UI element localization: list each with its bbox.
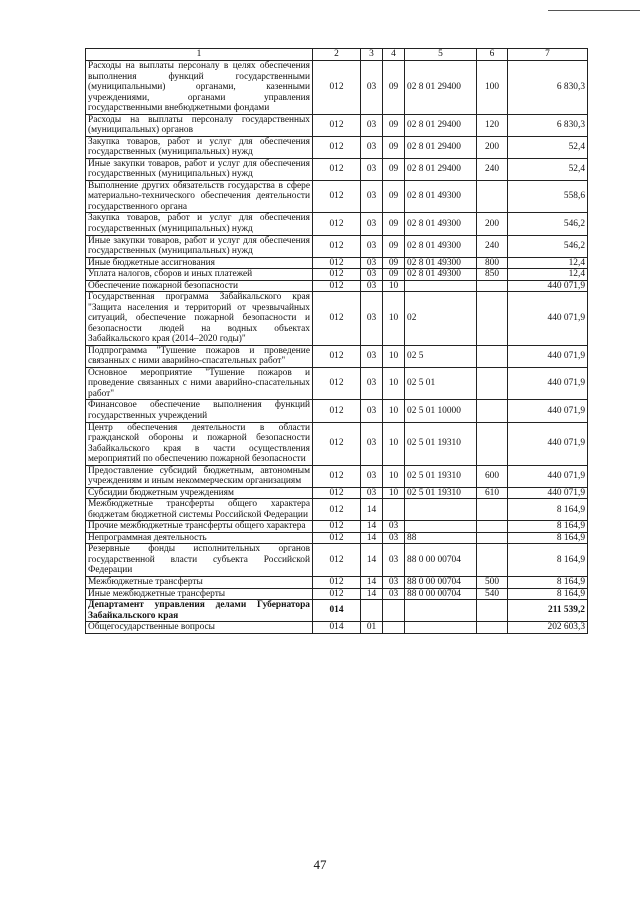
code-expense-type: 100: [477, 61, 508, 115]
item-name: Финансовое обеспечение выполнения функций государственных учреждений: [86, 400, 313, 422]
code-section: 03: [361, 158, 383, 180]
amount: 8 164,9: [508, 576, 588, 588]
code-target: 88 0 00 00704: [405, 576, 477, 588]
table-row: [86, 600, 588, 622]
table-row: [86, 345, 588, 367]
code-expense-type: [477, 180, 508, 213]
item-name: Иные межбюджетные трансферты: [86, 588, 313, 600]
code-subsection: 03: [383, 576, 405, 588]
code-ministry: 012: [313, 422, 361, 465]
code-expense-type: [477, 499, 508, 521]
table-row: [86, 136, 588, 158]
header-cell: 3: [361, 49, 383, 61]
code-target: 02 5 01 19310: [405, 465, 477, 487]
amount: 52,4: [508, 136, 588, 158]
code-ministry: 012: [313, 544, 361, 577]
amount: 52,4: [508, 158, 588, 180]
code-section: 03: [361, 345, 383, 367]
item-name: Иные закупки товаров, работ и услуг для обеспечения государственных (муниципальных) нужд: [86, 158, 313, 180]
code-expense-type: 240: [477, 158, 508, 180]
item-name: Субсидии бюджетным учреждениям: [86, 487, 313, 499]
code-subsection: 10: [383, 292, 405, 346]
code-target: 02 8 01 29400: [405, 114, 477, 136]
code-subsection: 10: [383, 400, 405, 422]
item-name: Иные бюджетные ассигнования: [86, 257, 313, 269]
table-row: [86, 487, 588, 499]
code-section: 03: [361, 213, 383, 235]
code-expense-type: 240: [477, 235, 508, 257]
item-name: Обеспечение пожарной безопасности: [86, 280, 313, 292]
code-expense-type: [477, 345, 508, 367]
table-row: [86, 532, 588, 544]
code-expense-type: 200: [477, 136, 508, 158]
code-ministry: 012: [313, 400, 361, 422]
code-ministry: 012: [313, 136, 361, 158]
table-row: [86, 269, 588, 281]
amount: 6 830,3: [508, 114, 588, 136]
table-row: [86, 422, 588, 465]
amount: 12,4: [508, 269, 588, 281]
item-name: Департамент управления делами Губернатора Забайкальского края: [86, 600, 313, 622]
item-name: Непрограммная деятельность: [86, 532, 313, 544]
code-ministry: 012: [313, 292, 361, 346]
table-row: [86, 114, 588, 136]
amount: 558,6: [508, 180, 588, 213]
code-target: 88: [405, 532, 477, 544]
code-ministry: 012: [313, 280, 361, 292]
code-subsection: 03: [383, 532, 405, 544]
item-name: Закупка товаров, работ и услуг для обеспечения государственных (муниципальных) нужд: [86, 213, 313, 235]
code-target: 02 8 01 29400: [405, 158, 477, 180]
code-ministry: 012: [313, 367, 361, 400]
code-section: 03: [361, 269, 383, 281]
code-section: 03: [361, 367, 383, 400]
code-target: [405, 499, 477, 521]
table-row: [86, 544, 588, 577]
code-expense-type: 800: [477, 257, 508, 269]
code-expense-type: [477, 280, 508, 292]
code-section: 03: [361, 292, 383, 346]
amount: 8 164,9: [508, 532, 588, 544]
code-target: [405, 280, 477, 292]
code-target: [405, 600, 477, 622]
code-section: 14: [361, 532, 383, 544]
code-section: 14: [361, 588, 383, 600]
code-ministry: 012: [313, 345, 361, 367]
code-section: 14: [361, 521, 383, 533]
code-ministry: 012: [313, 588, 361, 600]
amount: 12,4: [508, 257, 588, 269]
header-cell: 4: [383, 49, 405, 61]
amount: 440 071,9: [508, 487, 588, 499]
code-subsection: 09: [383, 257, 405, 269]
item-name: Центр обеспечения деятельности в области гражданской обороны и пожарной безопасности Забайкальского края в части осуществления мероприятий по обеспечению пожарной безопасности: [86, 422, 313, 465]
code-expense-type: [477, 422, 508, 465]
table-row: [86, 576, 588, 588]
amount: 440 071,9: [508, 465, 588, 487]
code-ministry: 012: [313, 257, 361, 269]
code-ministry: 012: [313, 61, 361, 115]
code-subsection: 10: [383, 367, 405, 400]
code-target: 02 5 01 10000: [405, 400, 477, 422]
code-subsection: 10: [383, 280, 405, 292]
code-target: 02 8 01 49300: [405, 257, 477, 269]
code-section: 03: [361, 400, 383, 422]
table-row: [86, 61, 588, 115]
code-ministry: 012: [313, 213, 361, 235]
amount: 6 830,3: [508, 61, 588, 115]
table-row: [86, 400, 588, 422]
table-row: [86, 213, 588, 235]
code-subsection: 09: [383, 213, 405, 235]
code-section: 14: [361, 576, 383, 588]
amount: 546,2: [508, 213, 588, 235]
code-ministry: 012: [313, 269, 361, 281]
code-ministry: 012: [313, 465, 361, 487]
item-name: Межбюджетные трансферты: [86, 576, 313, 588]
table-row: [86, 521, 588, 533]
item-name: Предоставление субсидий бюджетным, автономным учреждениям и иным некоммерческим организациям: [86, 465, 313, 487]
code-expense-type: [477, 521, 508, 533]
header-cell: 7: [508, 49, 588, 61]
code-section: 03: [361, 61, 383, 115]
code-target: 02 5 01: [405, 367, 477, 400]
code-expense-type: [477, 367, 508, 400]
code-subsection: 09: [383, 158, 405, 180]
code-ministry: 012: [313, 487, 361, 499]
amount: 440 071,9: [508, 422, 588, 465]
table-row: [86, 465, 588, 487]
code-subsection: 10: [383, 465, 405, 487]
table-body: [86, 49, 588, 634]
code-subsection: 03: [383, 521, 405, 533]
item-name: Закупка товаров, работ и услуг для обеспечения государственных (муниципальных) нужд: [86, 136, 313, 158]
code-expense-type: 120: [477, 114, 508, 136]
header-cell: 2: [313, 49, 361, 61]
amount: 546,2: [508, 235, 588, 257]
amount: 8 164,9: [508, 499, 588, 521]
code-section: 03: [361, 465, 383, 487]
amount: 440 071,9: [508, 367, 588, 400]
item-name: Государственная программа Забайкальского края "Защита населения и территорий от чрезвычайных ситуаций, обеспечение пожарной безопасности и безопасности людей на водных объектах Забайкальского края (2014–2020 годы)": [86, 292, 313, 346]
code-section: 03: [361, 257, 383, 269]
code-expense-type: [477, 532, 508, 544]
code-target: 02 8 01 49300: [405, 269, 477, 281]
code-ministry: 012: [313, 235, 361, 257]
code-subsection: 10: [383, 487, 405, 499]
amount: 440 071,9: [508, 292, 588, 346]
table-row: [86, 367, 588, 400]
code-ministry: 012: [313, 114, 361, 136]
code-ministry: 012: [313, 532, 361, 544]
code-expense-type: [477, 622, 508, 634]
code-expense-type: 500: [477, 576, 508, 588]
amount: 8 164,9: [508, 521, 588, 533]
code-expense-type: 600: [477, 465, 508, 487]
item-name: Резервные фонды исполнительных органов государственной власти субъекта Российской Федерации: [86, 544, 313, 577]
code-expense-type: [477, 600, 508, 622]
code-target: 02 8 01 49300: [405, 235, 477, 257]
code-section: 14: [361, 499, 383, 521]
code-target: 02 5: [405, 345, 477, 367]
code-ministry: 012: [313, 499, 361, 521]
code-target: [405, 622, 477, 634]
amount: 8 164,9: [508, 588, 588, 600]
code-target: 02 8 01 49300: [405, 213, 477, 235]
table-row: [86, 235, 588, 257]
item-name: Выполнение других обязательств государства в сфере материально-технического обеспечения деятельности государственного органа: [86, 180, 313, 213]
budget-table: [85, 48, 588, 634]
table-row: [86, 622, 588, 634]
header-cell: 5: [405, 49, 477, 61]
page-number: 47: [313, 857, 327, 872]
code-ministry: 014: [313, 622, 361, 634]
code-subsection: 09: [383, 180, 405, 213]
code-subsection: [383, 622, 405, 634]
code-subsection: 03: [383, 544, 405, 577]
code-target: 02: [405, 292, 477, 346]
code-subsection: 03: [383, 588, 405, 600]
item-name: Расходы на выплаты персоналу государственных (муниципальных) органов: [86, 114, 313, 136]
code-subsection: 09: [383, 61, 405, 115]
item-name: Межбюджетные трансферты общего характера бюджетам бюджетной системы Российской Федерации: [86, 499, 313, 521]
code-section: 03: [361, 114, 383, 136]
item-name: Основное мероприятие "Тушение пожаров и проведение связанных с ними аварийно-спасательных работ": [86, 367, 313, 400]
code-subsection: [383, 499, 405, 521]
code-section: 03: [361, 136, 383, 158]
header-cell: 6: [477, 49, 508, 61]
code-ministry: 012: [313, 576, 361, 588]
code-ministry: 014: [313, 600, 361, 622]
code-section: [361, 600, 383, 622]
table-row: [86, 180, 588, 213]
code-target: [405, 521, 477, 533]
header-cell: 1: [86, 49, 313, 61]
item-name: Уплата налогов, сборов и иных платежей: [86, 269, 313, 281]
code-target: 02 5 01 19310: [405, 487, 477, 499]
table-row: [86, 292, 588, 346]
table-row: [86, 280, 588, 292]
code-section: 03: [361, 180, 383, 213]
code-subsection: 09: [383, 235, 405, 257]
code-section: 03: [361, 280, 383, 292]
code-target: 02 8 01 49300: [405, 180, 477, 213]
code-ministry: 012: [313, 158, 361, 180]
code-section: 01: [361, 622, 383, 634]
item-name: Иные закупки товаров, работ и услуг для обеспечения государственных (муниципальных) нужд: [86, 235, 313, 257]
code-target: 88 0 00 00704: [405, 544, 477, 577]
code-expense-type: 850: [477, 269, 508, 281]
amount: 211 539,2: [508, 600, 588, 622]
item-name: Расходы на выплаты персоналу в целях обеспечения выполнения функций государственными (муниципальными) органами, казенными учреждениями, органами управления государственными внебюджетными фондами: [86, 61, 313, 115]
table-row: [86, 588, 588, 600]
code-target: 02 8 01 29400: [405, 136, 477, 158]
table-row: [86, 158, 588, 180]
item-name: Подпрограмма "Тушение пожаров и проведение связанных с ними аварийно-спасательных работ": [86, 345, 313, 367]
code-target: 88 0 00 00704: [405, 588, 477, 600]
amount: 440 071,9: [508, 280, 588, 292]
code-section: 03: [361, 487, 383, 499]
code-expense-type: 200: [477, 213, 508, 235]
amount: 202 603,3: [508, 622, 588, 634]
code-expense-type: [477, 544, 508, 577]
top-rule: [548, 10, 640, 11]
code-subsection: 09: [383, 136, 405, 158]
code-expense-type: [477, 292, 508, 346]
code-section: 03: [361, 422, 383, 465]
header-row: [86, 49, 588, 61]
code-expense-type: [477, 400, 508, 422]
table-row: [86, 499, 588, 521]
code-section: 14: [361, 544, 383, 577]
code-expense-type: 540: [477, 588, 508, 600]
code-subsection: 09: [383, 114, 405, 136]
code-subsection: 10: [383, 345, 405, 367]
code-section: 03: [361, 235, 383, 257]
item-name: Прочие межбюджетные трансферты общего характера: [86, 521, 313, 533]
amount: 440 071,9: [508, 345, 588, 367]
code-subsection: [383, 600, 405, 622]
item-name: Общегосударственные вопросы: [86, 622, 313, 634]
code-subsection: 10: [383, 422, 405, 465]
amount: 8 164,9: [508, 544, 588, 577]
code-target: 02 5 01 19310: [405, 422, 477, 465]
code-ministry: 012: [313, 521, 361, 533]
amount: 440 071,9: [508, 400, 588, 422]
code-target: 02 8 01 29400: [405, 61, 477, 115]
code-subsection: 09: [383, 269, 405, 281]
code-ministry: 012: [313, 180, 361, 213]
table-row: [86, 257, 588, 269]
code-expense-type: 610: [477, 487, 508, 499]
